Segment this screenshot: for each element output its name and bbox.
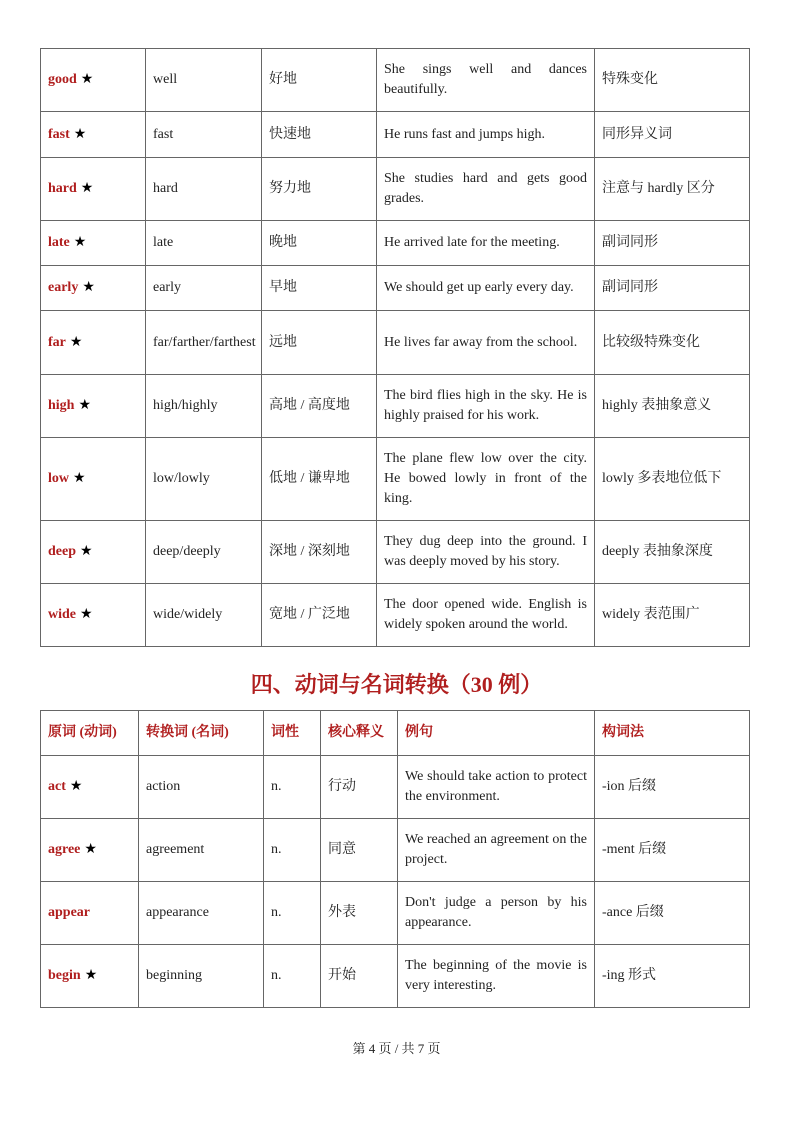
star-icon: ★ bbox=[80, 544, 93, 559]
form-cell: wide/widely bbox=[146, 584, 262, 647]
table-row bbox=[41, 375, 750, 438]
header-cell: 词性 bbox=[264, 711, 321, 756]
table-row bbox=[41, 221, 750, 266]
example-cell: They dug deep into the ground. I was deeply moved by his story. bbox=[377, 521, 595, 584]
star-icon: ★ bbox=[78, 398, 92, 413]
word-cell bbox=[41, 221, 146, 266]
word-cell bbox=[41, 375, 146, 438]
word-cell bbox=[41, 266, 146, 311]
meaning-cell: 早地 bbox=[262, 266, 377, 311]
meaning-cell: 快速地 bbox=[262, 112, 377, 158]
verb-noun-table bbox=[40, 710, 750, 1008]
word-cell bbox=[41, 311, 146, 375]
adjective-adverb-table bbox=[40, 48, 750, 647]
table-row bbox=[41, 882, 750, 945]
meaning-cell: 宽地 / 广泛地 bbox=[262, 584, 377, 647]
meaning-cell: 外表 bbox=[321, 882, 398, 945]
table-row bbox=[41, 112, 750, 158]
headword: appear bbox=[48, 905, 90, 920]
table-row bbox=[41, 584, 750, 647]
example-cell: The beginning of the movie is very interesting. bbox=[398, 945, 595, 1008]
table-row bbox=[41, 438, 750, 521]
form-cell: hard bbox=[146, 158, 262, 221]
form-cell: agreement bbox=[139, 819, 264, 882]
word-cell bbox=[41, 584, 146, 647]
word-cell bbox=[41, 438, 146, 521]
star-icon: ★ bbox=[80, 72, 94, 87]
note-cell: 注意与 hardly 区分 bbox=[595, 158, 750, 221]
example-cell: The bird flies high in the sky. He is highly praised for his work. bbox=[377, 375, 595, 438]
example-cell: We reached an agreement on the project. bbox=[398, 819, 595, 882]
star-icon: ★ bbox=[84, 968, 98, 983]
meaning-cell: 努力地 bbox=[262, 158, 377, 221]
star-icon: ★ bbox=[80, 607, 93, 622]
note-cell: 比较级特殊变化 bbox=[595, 311, 750, 375]
table-row bbox=[41, 311, 750, 375]
headword: agree bbox=[48, 842, 81, 857]
pos-cell: n. bbox=[264, 819, 321, 882]
example-cell: The door opened wide. English is widely spoken around the world. bbox=[377, 584, 595, 647]
note-cell: highly 表抽象意义 bbox=[595, 375, 750, 438]
header-cell: 转换词 (名词) bbox=[139, 711, 264, 756]
meaning-cell: 开始 bbox=[321, 945, 398, 1008]
example-cell: Don't judge a person by his appearance. bbox=[398, 882, 595, 945]
example-cell: We should take action to protect the environment. bbox=[398, 756, 595, 819]
note-cell: -ing 形式 bbox=[595, 945, 750, 1008]
form-cell: high/highly bbox=[146, 375, 262, 438]
word-cell bbox=[41, 158, 146, 221]
star-icon: ★ bbox=[73, 471, 86, 486]
note-cell: widely 表范围广 bbox=[595, 584, 750, 647]
headword: high bbox=[48, 398, 75, 413]
form-cell: far/farther/farthest bbox=[146, 311, 262, 375]
note-cell: 副词同形 bbox=[595, 221, 750, 266]
pos-cell: n. bbox=[264, 945, 321, 1008]
star-icon: ★ bbox=[73, 235, 87, 250]
star-icon: ★ bbox=[82, 280, 95, 295]
example-cell: He runs fast and jumps high. bbox=[377, 112, 595, 158]
meaning-cell: 远地 bbox=[262, 311, 377, 375]
example-cell: We should get up early every day. bbox=[377, 266, 595, 311]
word-cell bbox=[41, 49, 146, 112]
table-row bbox=[41, 158, 750, 221]
meaning-cell: 行动 bbox=[321, 756, 398, 819]
note-cell: -ion 后缀 bbox=[595, 756, 750, 819]
word-cell bbox=[41, 521, 146, 584]
header-cell: 原词 (动词) bbox=[41, 711, 139, 756]
note-cell: 副词同形 bbox=[595, 266, 750, 311]
table-row bbox=[41, 266, 750, 311]
star-icon: ★ bbox=[69, 779, 83, 794]
star-icon: ★ bbox=[80, 181, 94, 196]
meaning-cell: 深地 / 深刻地 bbox=[262, 521, 377, 584]
headword: early bbox=[48, 280, 79, 295]
form-cell: fast bbox=[146, 112, 262, 158]
form-cell: well bbox=[146, 49, 262, 112]
word-cell bbox=[41, 882, 139, 945]
word-cell bbox=[41, 756, 139, 819]
header-cell: 例句 bbox=[398, 711, 595, 756]
form-cell: beginning bbox=[139, 945, 264, 1008]
note-cell: -ment 后缀 bbox=[595, 819, 750, 882]
headword: late bbox=[48, 235, 70, 250]
meaning-cell: 高地 / 高度地 bbox=[262, 375, 377, 438]
star-icon: ★ bbox=[84, 842, 97, 857]
headword: wide bbox=[48, 607, 76, 622]
meaning-cell: 同意 bbox=[321, 819, 398, 882]
note-cell: -ance 后缀 bbox=[595, 882, 750, 945]
example-cell: He lives far away from the school. bbox=[377, 311, 595, 375]
headword: fast bbox=[48, 126, 70, 142]
table-row bbox=[41, 756, 750, 819]
header-cell: 核心释义 bbox=[321, 711, 398, 756]
example-cell: She sings well and dances beautifully. bbox=[377, 49, 595, 112]
form-cell: appearance bbox=[139, 882, 264, 945]
table-row bbox=[41, 49, 750, 112]
word-cell bbox=[41, 945, 139, 1008]
star-icon: ★ bbox=[73, 126, 87, 142]
table-row bbox=[41, 521, 750, 584]
word-cell bbox=[41, 819, 139, 882]
pos-cell: n. bbox=[264, 882, 321, 945]
table-row bbox=[41, 945, 750, 1008]
headword: act bbox=[48, 779, 66, 794]
headword: hard bbox=[48, 181, 77, 196]
pos-cell: n. bbox=[264, 756, 321, 819]
table-header-row bbox=[41, 711, 750, 756]
meaning-cell: 晚地 bbox=[262, 221, 377, 266]
page-footer: 第 4 页 / 共 7 页 bbox=[352, 1041, 441, 1056]
example-cell: He arrived late for the meeting. bbox=[377, 221, 595, 266]
headword: good bbox=[48, 72, 77, 87]
form-cell: late bbox=[146, 221, 262, 266]
header-cell: 构词法 bbox=[595, 711, 750, 756]
meaning-cell: 低地 / 谦卑地 bbox=[262, 438, 377, 521]
table-row bbox=[41, 819, 750, 882]
form-cell: deep/deeply bbox=[146, 521, 262, 584]
form-cell: low/lowly bbox=[146, 438, 262, 521]
note-cell: lowly 多表地位低下 bbox=[595, 438, 750, 521]
section-title: 四、动词与名词转换（30 例） bbox=[250, 672, 543, 697]
form-cell: action bbox=[139, 756, 264, 819]
example-cell: She studies hard and gets good grades. bbox=[377, 158, 595, 221]
headword: begin bbox=[48, 968, 81, 983]
note-cell: deeply 表抽象深度 bbox=[595, 521, 750, 584]
star-icon: ★ bbox=[69, 334, 83, 350]
headword: low bbox=[48, 471, 69, 486]
note-cell: 同形异义词 bbox=[595, 112, 750, 158]
meaning-cell: 好地 bbox=[262, 49, 377, 112]
form-cell: early bbox=[146, 266, 262, 311]
note-cell: 特殊变化 bbox=[595, 49, 750, 112]
example-cell: The plane flew low over the city. He bowed lowly in front of the king. bbox=[377, 438, 595, 521]
word-cell bbox=[41, 112, 146, 158]
headword: far bbox=[48, 334, 66, 350]
headword: deep bbox=[48, 544, 76, 559]
